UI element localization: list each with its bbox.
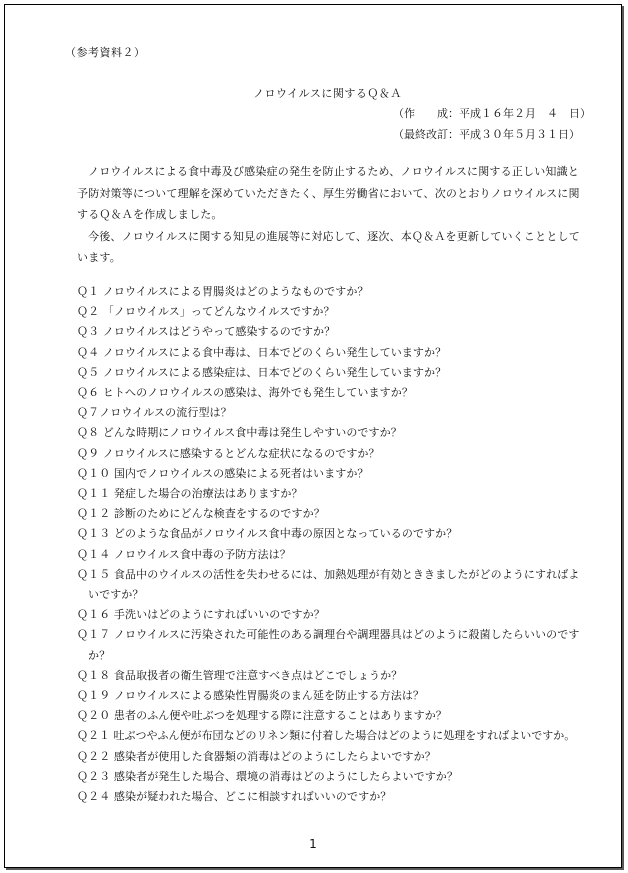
intro-paragraph: ノロウイルスによる食中毒及び感染症の発生を防止するため、ノロウイルスに関する正しい知識と予防対策等について理解を深めていただきたく、厚生労働省において、次のとおりノロウイルスに関するＱ＆Ａを作成しました。 [77,165,580,221]
intro-section [77,161,585,269]
page-number: 1 [309,837,317,851]
question-item: Ｑ１１ 発症した場合の治療法はありますか？ [77,487,303,501]
question-item: Ｑ１８ 食品取扱者の衛生管理で注意すべき点はどこでしょうか？ [77,668,403,682]
question-item: Ｑ１６ 手洗いはどのようにすればいいのですか？ [77,608,325,622]
date-block [393,103,591,145]
question-item: Ｑ２４ 感染が疑われた場合、どこに相談すればいいのですか？ [77,790,392,804]
reference-label: （参考資料２） [65,46,146,59]
question-list [77,282,589,807]
created-date: （作 成：平成１６年２月 ４ 日） [393,107,591,120]
question-item: Ｑ１７ ノロウイルスに汚染された可能性のある調理台や調理器具はどのように殺菌したらいいのですか？ [77,628,580,662]
question-item: Ｑ２２ 感染者が使用した食器類の消毒はどのようにしたらよいですか？ [77,749,436,763]
question-item: Ｑ１５ 食品中のウイルスの活性を失わせるには、加熱処理が有効とききましたがどのようにすればよいですか？ [77,567,580,602]
question-item: Ｑ１ ノロウイルスによる胃腸炎はどのようなものですか？ [77,285,369,298]
question-item: Ｑ２０ 患者のふん便や吐ぶつを処理する際に注意することはありますか？ [77,709,447,723]
question-item: Ｑ１２ 診断のためにどんな検査をするのですか？ [77,507,325,521]
question-item: Ｑ４ ノロウイルスによる食中毒は、日本でどのくらい発生していますか？ [77,345,447,359]
question-item: Ｑ９ ノロウイルスに感染するとどんな症状になるのですか？ [77,446,380,460]
question-item: Ｑ１０ 国内でノロウイルスの感染による死者はいますか？ [77,466,369,480]
question-item: Ｑ７ノロウイルスの流行型は？ [77,406,232,420]
question-item: Ｑ８ どんな時期にノロウイルス食中毒は発生しやすいのですか？ [77,426,402,440]
question-item: Ｑ２ 「ノロウイルス」ってどんなウイルスですか？ [77,305,335,319]
revised-date: （最終改訂：平成３０年５月３１日） [393,128,580,141]
intro-paragraph: 今後、ノロウイルスに関する知見の進展等に対応して、逐次、本Ｑ＆Ａを更新していくこととしています。 [77,229,580,264]
question-item: Ｑ２３ 感染者が発生した場合、環境の消毒はどのようにしたらよいですか？ [77,769,458,783]
question-item: Ｑ２１ 吐ぶつやふん便が布団などのリネン類に付着した場合はどのように処理をすればよいですか。 [77,729,576,743]
question-item: Ｑ１４ ノロウイルス食中毒の予防方法は？ [77,547,291,561]
document-title: ノロウイルスに関するＱ＆Ａ [253,87,402,100]
question-item: Ｑ１３ どのような食品がノロウイルス食中毒の原因となっているのですか？ [77,527,458,541]
question-item: Ｑ１９ ノロウイルスによる感染性胃腸炎のまん延を防止する方法は？ [77,689,425,703]
question-item: Ｑ６ ヒトへのノロウイルスの感染は、海外でも発生していますか？ [77,386,413,400]
document-page [4,4,622,868]
question-item: Ｑ５ ノロウイルスによる感染症は、日本でどのくらい発生していますか？ [77,365,447,379]
question-item: Ｑ３ ノロウイルスはどうやって感染するのですか？ [77,325,336,339]
